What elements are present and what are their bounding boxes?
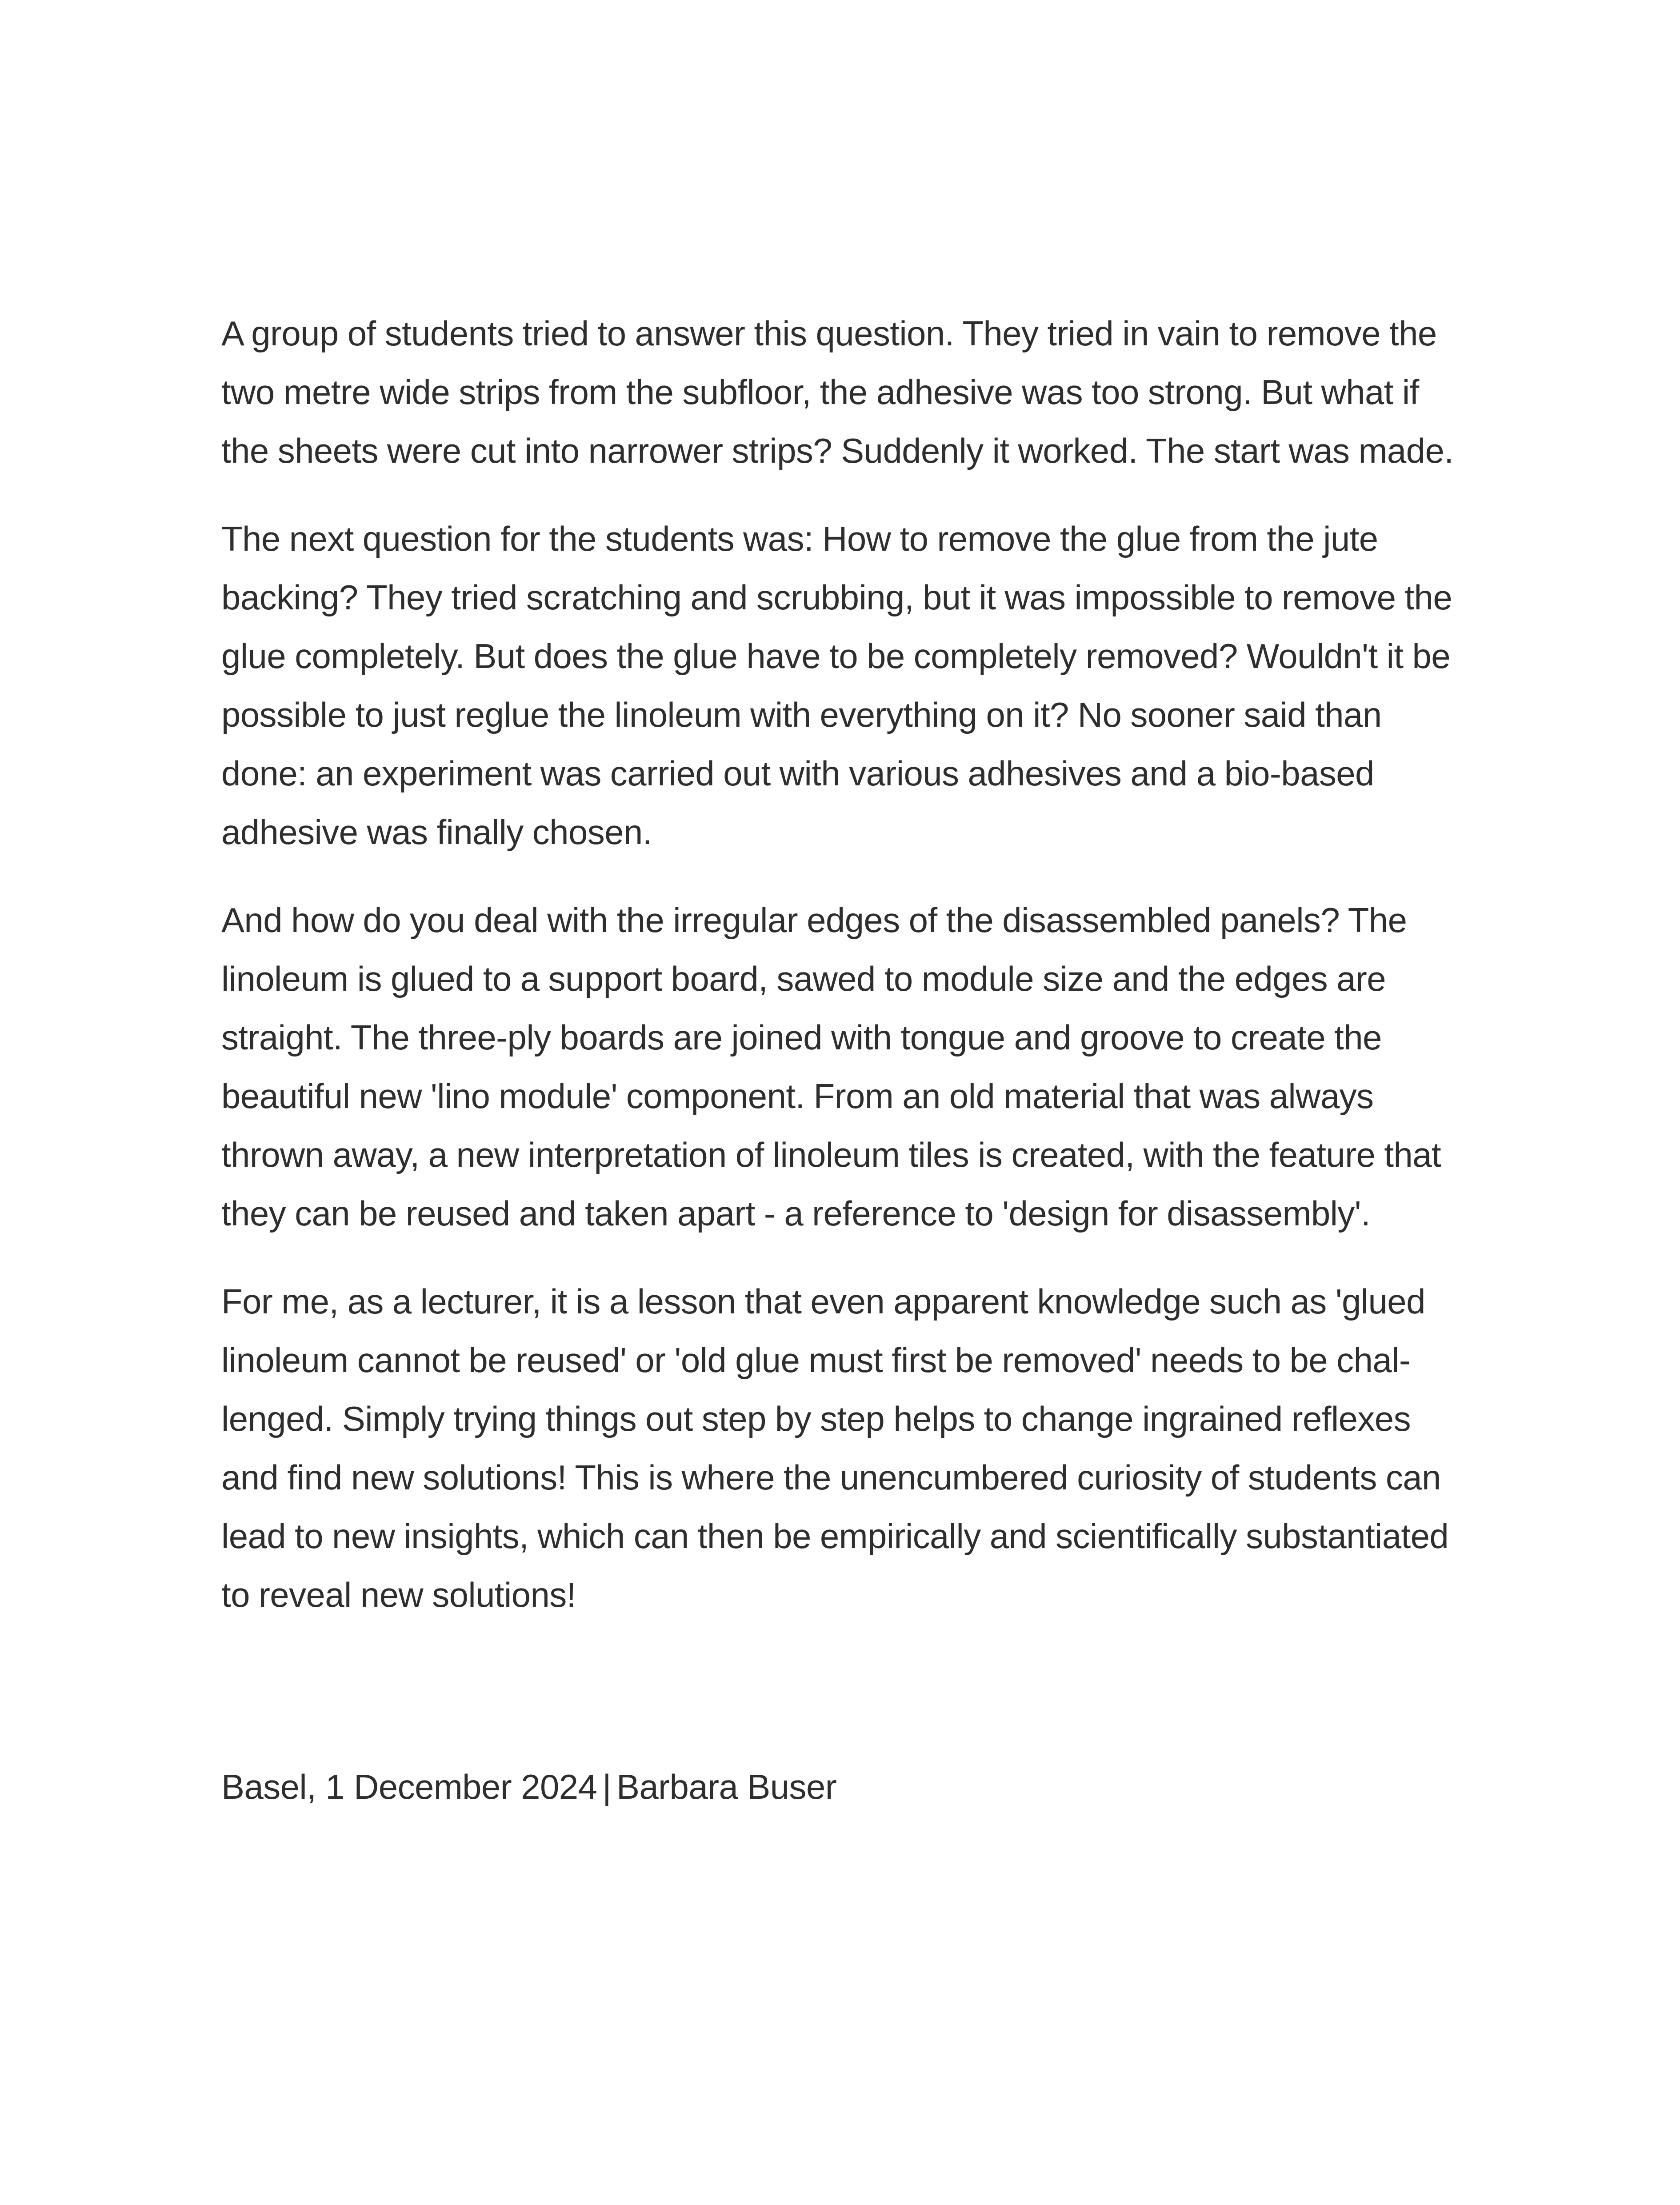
paragraph-3: And how do you deal with the irregular edges of the disassembled panels? The linoleum is glued to a support board, sawed to module size and the edges are straight. The three-ply boards are joined with tongue and groove to create the beautiful new 'lino module' component. From an old material that was always thrown away, a new interpretation of linoleum tiles is created, with the feature that they can be reused and taken apart - a reference to 'design for disassembly'. — [221, 900, 1441, 1233]
paragraph-1: A group of students tried to answer this question. They tried in vain to remove the two metre wide strips from the subfloor, the adhesive was too strong. But what if the sheets were cut into narrower strips? Suddenly it worked. The start was made. — [221, 314, 1454, 470]
author-name: Barbara Buser — [616, 1767, 837, 1806]
document-body — [221, 304, 1466, 1816]
place-date: Basel, 1 December 2024 — [221, 1767, 597, 1806]
signature-line — [221, 1757, 1466, 1816]
paragraph-4: For me, as a lecturer, it is a lesson that even apparent knowledge such as 'glued linoleum cannot be reused' or 'old glue must first be removed' needs to be challenged. Simply trying things out step by step helps to change ingrained reflexes and find new solutions! This is where the unencumbered curiosity of students can lead to new insights, which can then be empirically and scientifically substantiated to reveal new solutions! — [221, 1282, 1449, 1614]
signature-separator: | — [602, 1767, 611, 1806]
paragraph-2: The next question for the students was: How to remove the glue from the jute backing? They tried scratching and scrubbing, but it was impossible to remove the glue completely. But does the glue have to be completely removed? Wouldn't it be possible to just reglue the linoleum with everything on it? No sooner said than done: an experiment was carried out with various adhesives and a bio-based adhesive was finally chosen. — [221, 519, 1452, 852]
